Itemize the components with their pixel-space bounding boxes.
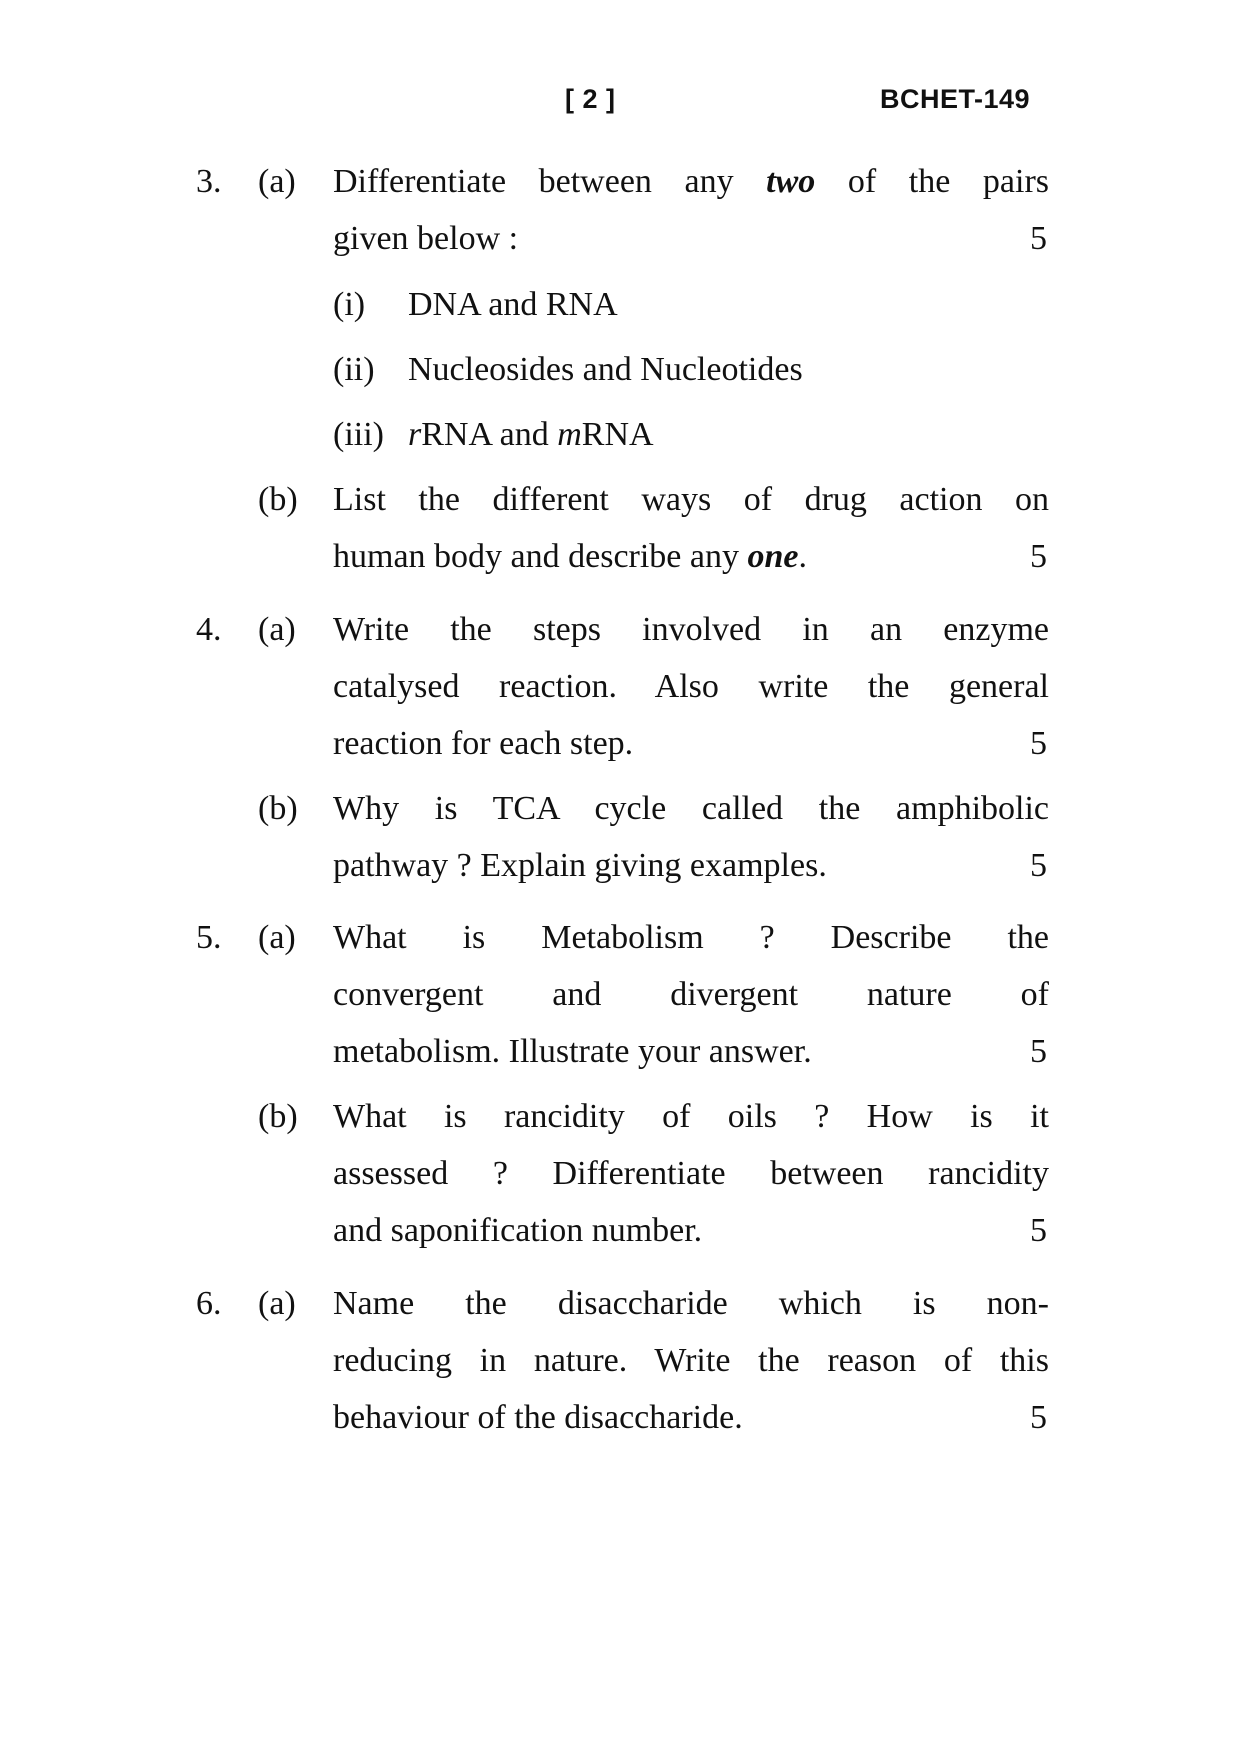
question-text-line: Differentiate between any two of the pairs [333, 163, 1049, 200]
question-number: 4. [196, 611, 222, 648]
part-label: (a) [258, 611, 296, 648]
question-text-line: What is rancidity of oils ? How is it [333, 1098, 1049, 1135]
question-text-line: List the different ways of drug action on [333, 481, 1049, 518]
part-label: (a) [258, 919, 296, 956]
question-text-line: catalysed reaction. Also write the general [333, 668, 1049, 705]
part-label: (a) [258, 1285, 296, 1322]
subitem-text: DNA and RNA [408, 286, 618, 323]
marks: 5 [1030, 1033, 1047, 1070]
question-text-line: behaviour of the disaccharide. [333, 1399, 743, 1436]
question-text-line: metabolism. Illustrate your answer. [333, 1033, 812, 1070]
page-number: [ 2 ] [565, 84, 616, 114]
marks: 5 [1030, 1212, 1047, 1249]
subitem-text: rRNA and mRNA [408, 416, 654, 453]
question-text-line: convergent and divergent nature of [333, 976, 1049, 1013]
part-label: (b) [258, 790, 298, 827]
marks: 5 [1030, 1399, 1047, 1436]
question-number: 5. [196, 919, 222, 956]
emphasis: two [766, 163, 816, 200]
subitem-label: (i) [333, 286, 366, 323]
question-text-line: reaction for each step. [333, 725, 634, 762]
question-text-line: reducing in nature. Write the reason of this [333, 1342, 1049, 1379]
question-number: 6. [196, 1285, 222, 1322]
paper-code: BCHET-149 [880, 84, 1031, 114]
question-text-line: given below : [333, 220, 519, 257]
question-text-line: human body and describe any one. [333, 538, 807, 575]
question-text-line: What is Metabolism ? Describe the [333, 919, 1049, 956]
subitem-label: (iii) [333, 416, 384, 453]
marks: 5 [1030, 847, 1047, 884]
subitem-text: Nucleosides and Nucleotides [408, 351, 803, 388]
part-label: (b) [258, 1098, 298, 1135]
part-label: (a) [258, 163, 296, 200]
question-text-line: Why is TCA cycle called the amphibolic [333, 790, 1049, 827]
emphasis: one [747, 538, 799, 575]
question-text-line: pathway ? Explain giving examples. [333, 847, 827, 884]
question-text-line: and saponification number. [333, 1212, 703, 1249]
question-text-line: assessed ? Differentiate between rancidity [333, 1155, 1049, 1192]
subitem-label: (ii) [333, 351, 375, 388]
marks: 5 [1030, 538, 1047, 575]
marks: 5 [1030, 725, 1047, 762]
marks: 5 [1030, 220, 1047, 257]
question-number: 3. [196, 163, 222, 200]
question-text-line: Name the disaccharide which is non- [333, 1285, 1049, 1322]
part-label: (b) [258, 481, 298, 518]
question-text-line: Write the steps involved in an enzyme [333, 611, 1049, 648]
